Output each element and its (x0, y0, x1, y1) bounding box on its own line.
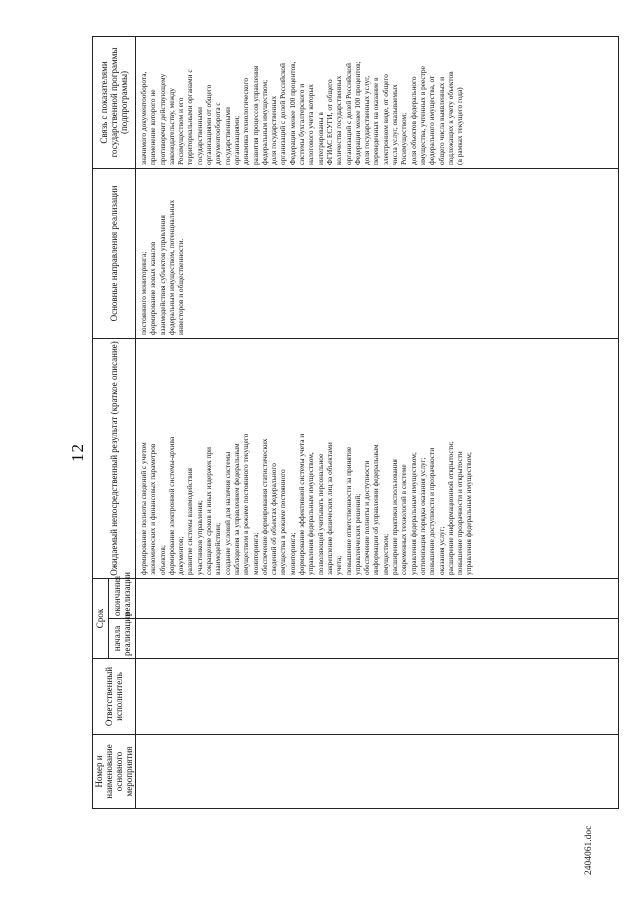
cell-end (136, 578, 619, 618)
cell-executor (136, 659, 619, 735)
page-number: 12 (68, 443, 87, 462)
program-activities-table (92, 36, 619, 809)
table-row (136, 36, 619, 808)
cell-start (136, 619, 619, 659)
table-header-row (93, 36, 109, 808)
document-footer: 2404061.doc (584, 825, 594, 875)
header-term: Срок (93, 578, 109, 658)
cell-directions (136, 168, 619, 338)
header-directions: Основные направления реализации (93, 168, 136, 338)
header-result: Ожидаемый непосредственный результат (краткое описание) (93, 338, 136, 578)
cell-link-text: значимого документооборота, применение которого не противоречит действующему законодательству, между Росимуществом и его территориальными органами с государственными организациями от общего документооборота с государственными организациями; динамика технологического развития процессов управления федеральным имуществом; доля государственных организаций с долей Российской Федерации менее 100 процентов, системы бухгалтерского и налогового учета которых интегрированы в ФГИАС ЕСУГИ, от общего количества государственных организаций с долей Российской Федерации менее 100 процентов; доля государственных услуг, переведенных на оказание в электронном виде, от общего числа услуг, оказываемых Росимуществом; доля объектов федерального имущества, учтенных в реестре федерального имущества, от общего числа выявленных и подлежащих к учету объектов (в рамках текущего года) (139, 61, 465, 165)
cell-directions-text: постоянного мониторинга; формирование новых каналов взаимодействия субъектов управления федеральным имуществом, потенциальных инвесторов и общественности. (139, 199, 186, 335)
cell-number-name (136, 735, 619, 809)
cell-result-text: формирование полноты сведений с учетом экономических и финансовых параметров объектов; формирование электронной системы-архива документов; развитие системы взаимодействия участников управления; сокращение сроков и иных издержек при взаимодействии; создание условий для наличия системы наблюдения за управлением федеральным имуществом в режиме постоянного текущего мониторинга; обеспечение формирования статистических сведений об объектах федерального имущества в режиме постоянного мониторинга; формирование эффективной системы учета и управления федеральным имуществом, позволяющей учитывать персональное закрепление физических лиц за объектами учета; повышение ответственности за принятие управленческих решений; обеспечение полноты и доступности информации об управлении федеральным имуществом; расширение практики использования современных технологий в системе управления федеральным имуществом; оптимизация порядка оказания услуг; повышение доступности и прозрачности оказания услуг; расширение информационной открытости; повышение прозрачности и открытости управления федеральным имуществом; (139, 433, 474, 575)
header-end: окончания реализации (108, 578, 135, 618)
cell-result (136, 338, 619, 578)
header-start: начала реализации (108, 619, 135, 659)
header-number-name: Номер и наименование основного мероприятия (93, 735, 136, 809)
header-link: Связь с показателями государственной программы (подпрограммы) (93, 36, 136, 168)
header-executor: Ответственный исполнитель (93, 659, 136, 735)
cell-link (136, 36, 619, 168)
